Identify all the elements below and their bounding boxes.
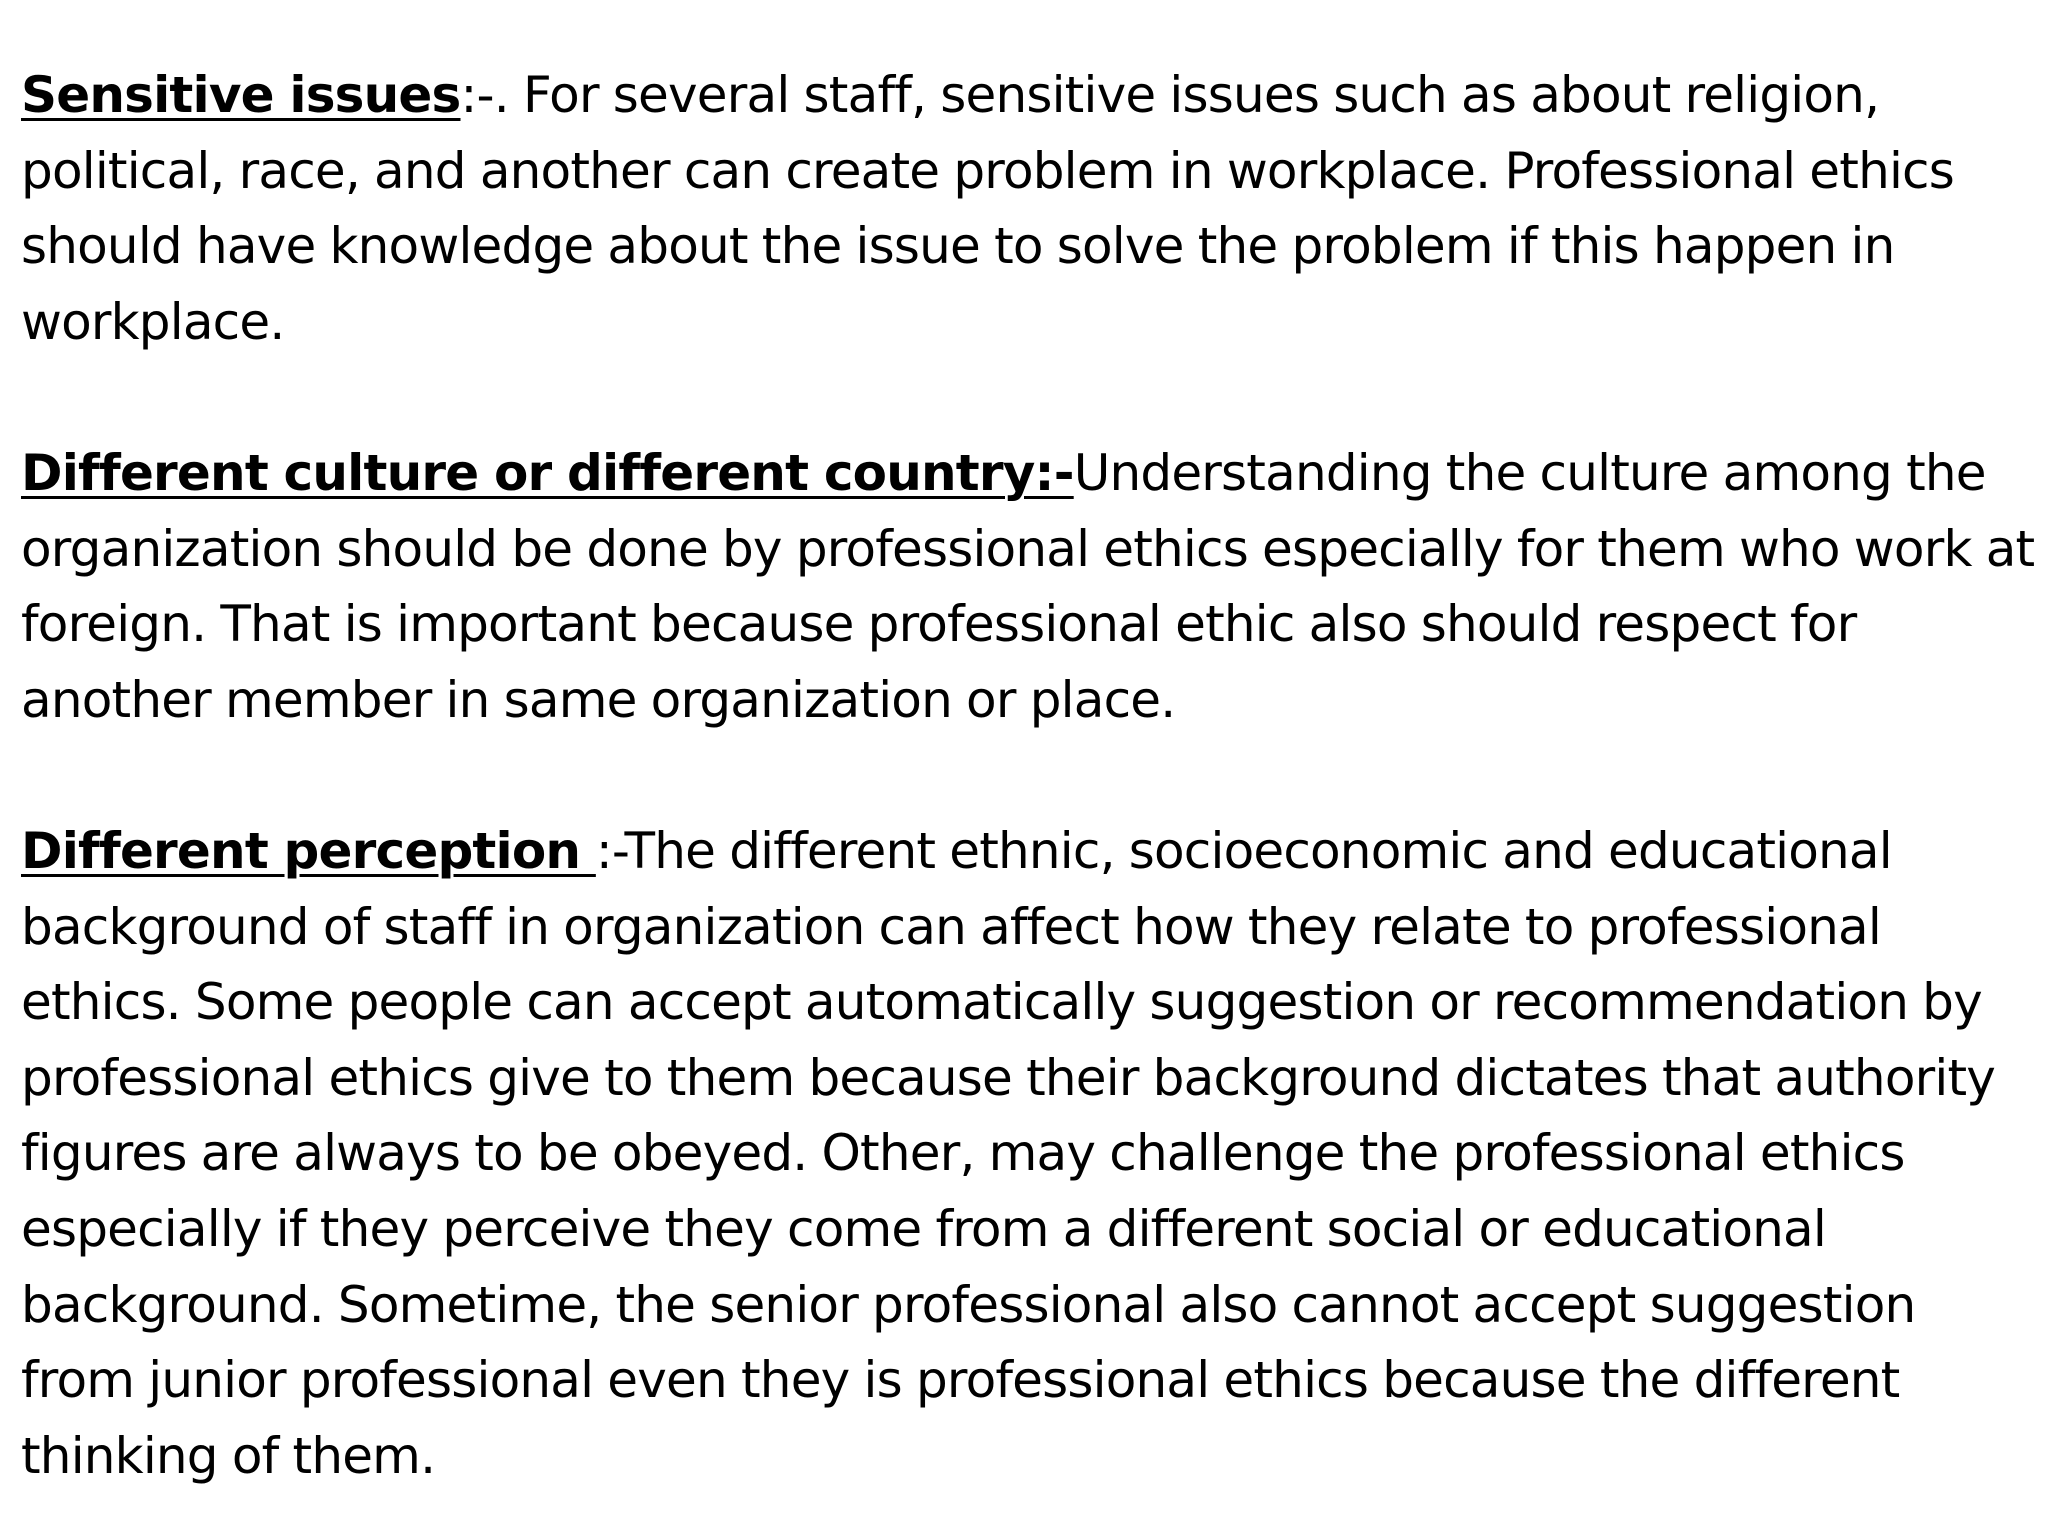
section-text: For several staff, sensitive issues such as about religion, political, race, and another can create problem in workplace. Professional ethics should have knowledge about the issue to solve the problem if this happen in workplace. xyxy=(21,66,1954,351)
slide-content xyxy=(21,58,2036,1494)
section-separator: :-. xyxy=(460,66,523,124)
section-separator: :- xyxy=(595,821,625,880)
section-text: The different ethnic, socioeconomic and educational background of staff in organization can affect how they relate to professional ethics. Some people can accept automatically suggestion or recommendation by professional ethics give to them because their background dictates that authority figures are always to be obeyed. Other, may challenge the professional ethics especially if they perceive they come from a different social or educational background. Sometime, the senior professional also cannot accept suggestion from junior professional even they is professional ethics because the different thinking of them. xyxy=(21,821,1996,1485)
section-heading: Different perception xyxy=(21,821,596,880)
section-sensitive-issues xyxy=(21,58,2036,360)
section-heading: Different culture or different country:- xyxy=(21,443,1074,502)
section-different-perception xyxy=(21,814,2036,1494)
section-different-culture xyxy=(21,436,2036,738)
section-text: Understanding the culture among the organization should be done by professional ethics especially for them who work at foreign. That is important because professional ethic also should respect for another member in same organization or place. xyxy=(21,443,2035,729)
section-heading: Sensitive issues xyxy=(21,66,461,124)
